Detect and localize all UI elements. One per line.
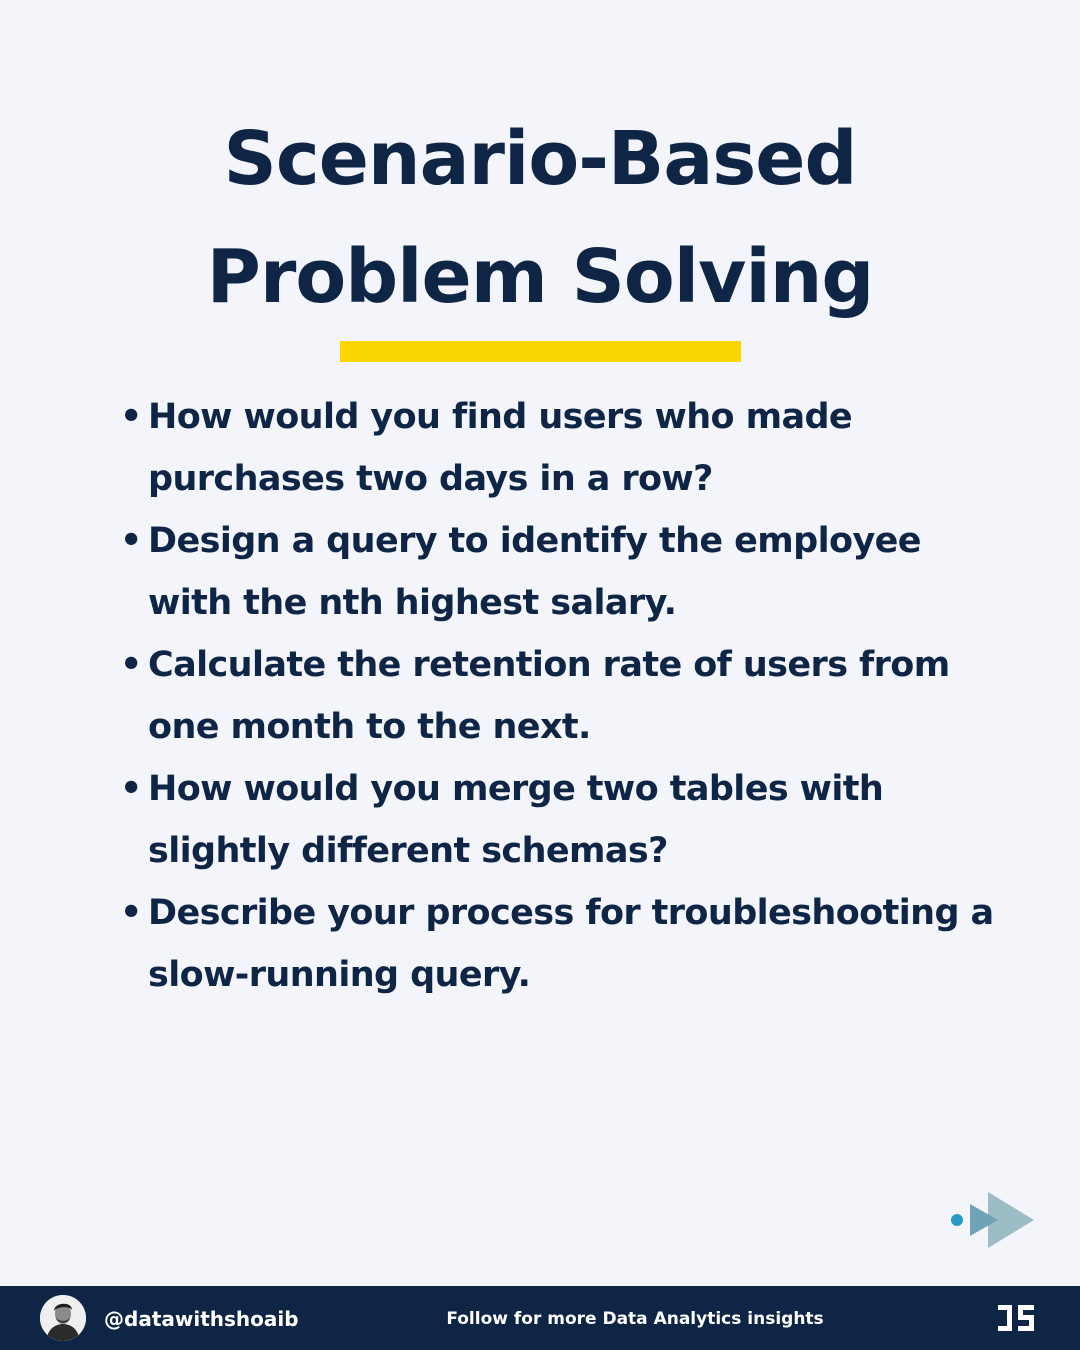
bullet-marker: • [120,521,142,561]
bullet-marker: • [120,645,142,685]
question-list [120,386,1000,1006]
avatar[interactable] [40,1295,86,1341]
list-item-text: Describe your process for troubleshooting a slow-running query. [148,893,994,995]
title-line-2: Problem Solving [206,234,874,320]
follow-text: Follow for more Data Analytics insights [446,1309,824,1329]
list-item-text: Design a query to identify the employee with the nth highest salary. [148,521,921,623]
list-item-text: How would you find users who made purchases two days in a row? [148,397,853,499]
bullet-marker: • [120,893,142,933]
list-item [120,758,1000,882]
list-item-text: Calculate the retention rate of users from one month to the next. [148,645,950,747]
fast-forward-arrow-icon[interactable] [948,1190,1036,1250]
list-item [120,882,1000,1006]
list-item [120,510,1000,634]
list-item [120,634,1000,758]
bullet-marker: • [120,397,142,437]
username-handle[interactable]: @datawithshoaib [104,1307,299,1331]
title-underline [340,341,741,362]
page-title [0,100,1080,336]
ds-logo-icon [996,1303,1036,1333]
bullet-marker: • [120,769,142,809]
list-item [120,386,1000,510]
title-line-1: Scenario-Based [223,116,857,202]
footer-bar [0,1286,1080,1350]
list-item-text: How would you merge two tables with slightly different schemas? [148,769,884,871]
